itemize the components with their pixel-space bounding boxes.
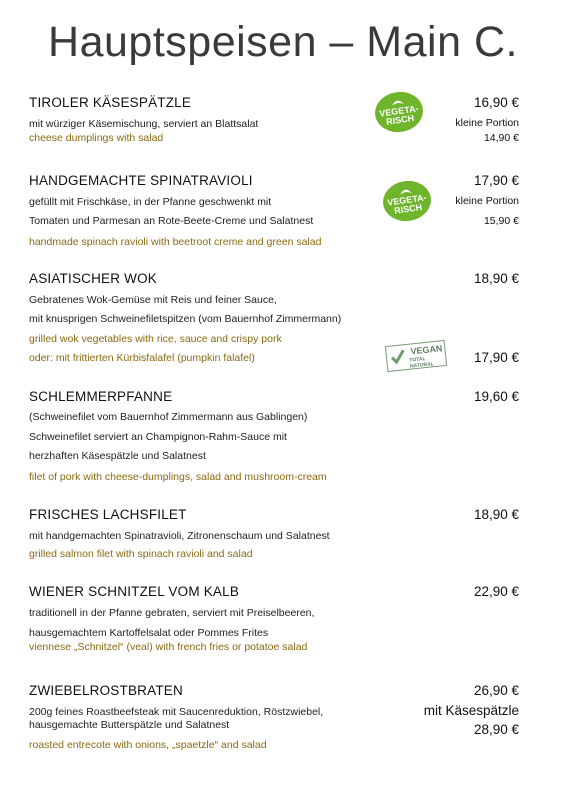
vegetarian-badge-icon (380, 178, 433, 224)
badge-label: VEGETA-RISCH (378, 103, 420, 127)
extra-option: mit Käsespätzle (423, 703, 519, 718)
dish-description: (Schweinefilet vom Bauernhof Zimmermann aus Gablingen) (29, 411, 308, 423)
extra-option-price: 28,90 € (473, 722, 519, 737)
dish-description: gefüllt mit Frischkäse, in der Pfanne geschwenkt mit (29, 196, 272, 208)
dish-description: mit handgemachten Spinatravioli, Zitronenschaum und Salatnest (29, 530, 330, 542)
dish-price: 18,90 € (473, 271, 519, 286)
dish-price: 16,90 € (473, 95, 519, 110)
dish-description: Tomaten und Parmesan an Rote-Beete-Creme und Salatnest (29, 215, 314, 227)
portion-price: 15,90 € (483, 215, 519, 227)
dish-description: hausgemachtem Kartoffelsalat oder Pommes Frites (29, 627, 269, 639)
dish-price: 18,90 € (473, 507, 519, 522)
dish-description: mit knusprigen Schweinefiletspitzen (vom Bauernhof Zimmermann) (29, 313, 342, 325)
vegan-stamp-icon (385, 340, 447, 372)
dish-name: SCHLEMMERPFANNE (29, 389, 173, 404)
dish-name: ASIATISCHER WOK (29, 271, 158, 286)
dish-english: viennese „Schnitzel“ (veal) with french fries or potatoe salad (29, 641, 308, 653)
dish-english: roasted entrecote with onions, „spaetzle“ and salad (29, 739, 267, 751)
dish-description: Gebratenes Wok-Gemüse mit Reis und feiner Sauce, (29, 294, 277, 306)
dish-english: cheese dumplings with salad (29, 132, 164, 144)
dish-name: TIROLER KÄSESPÄTZLE (29, 95, 192, 110)
vegan-label: VEGAN (409, 343, 443, 357)
dish-english: handmade spinach ravioli with beetroot creme and green salad (29, 236, 322, 248)
dish-name: WIENER SCHNITZEL VOM KALB (29, 584, 240, 599)
dish-price: 17,90 € (473, 173, 519, 188)
badge-label: VEGETA-RISCH (386, 192, 428, 216)
dish-name: FRISCHES LACHSFILET (29, 507, 187, 522)
dish-name: ZWIEBELROSTBRATEN (29, 683, 183, 698)
dish-english: filet of pork with cheese-dumplings, salad and mushroom-cream (29, 471, 327, 483)
portion-note: kleine Portion (455, 117, 519, 129)
dish-description: Schweinefilet serviert an Champignon-Rahm-Sauce mit (29, 431, 287, 443)
dish-english: oder: mit frittierten Kürbisfalafel (pumpkin falafel) (29, 352, 255, 364)
dish-description: mit würziger Käsemischung, serviert an Blattsalat (29, 118, 259, 130)
dish-english: grilled salmon filet with spinach ravioli and salad (29, 548, 253, 560)
portion-price: 14,90 € (483, 132, 519, 144)
dish-name: HANDGEMACHTE SPINATRAVIOLI (29, 173, 253, 188)
dish-price-alt: 17,90 € (473, 350, 519, 365)
vegetarian-badge-icon (372, 89, 425, 135)
dish-description: traditionell in der Pfanne gebraten, serviert mit Preiselbeeren, (29, 607, 315, 619)
dish-description: hausgemachte Butterspätzle und Salatnest (29, 719, 230, 731)
vegan-sublabel: TOTAL NATURAL (409, 356, 435, 370)
portion-note: kleine Portion (455, 195, 519, 207)
page-title: Hauptspeisen – Main C. (48, 18, 518, 66)
dish-description: 200g feines Roastbeefsteak mit Saucenreduktion, Röstzwiebel, (29, 706, 324, 718)
dish-price: 22,90 € (473, 584, 519, 599)
dish-price: 19,60 € (473, 389, 519, 404)
dish-description: herzhaften Käsespätzle und Salatnest (29, 450, 206, 462)
dish-english: grilled wok vegetables with rice, sauce and crispy pork (29, 333, 282, 345)
dish-price: 26,90 € (473, 683, 519, 698)
